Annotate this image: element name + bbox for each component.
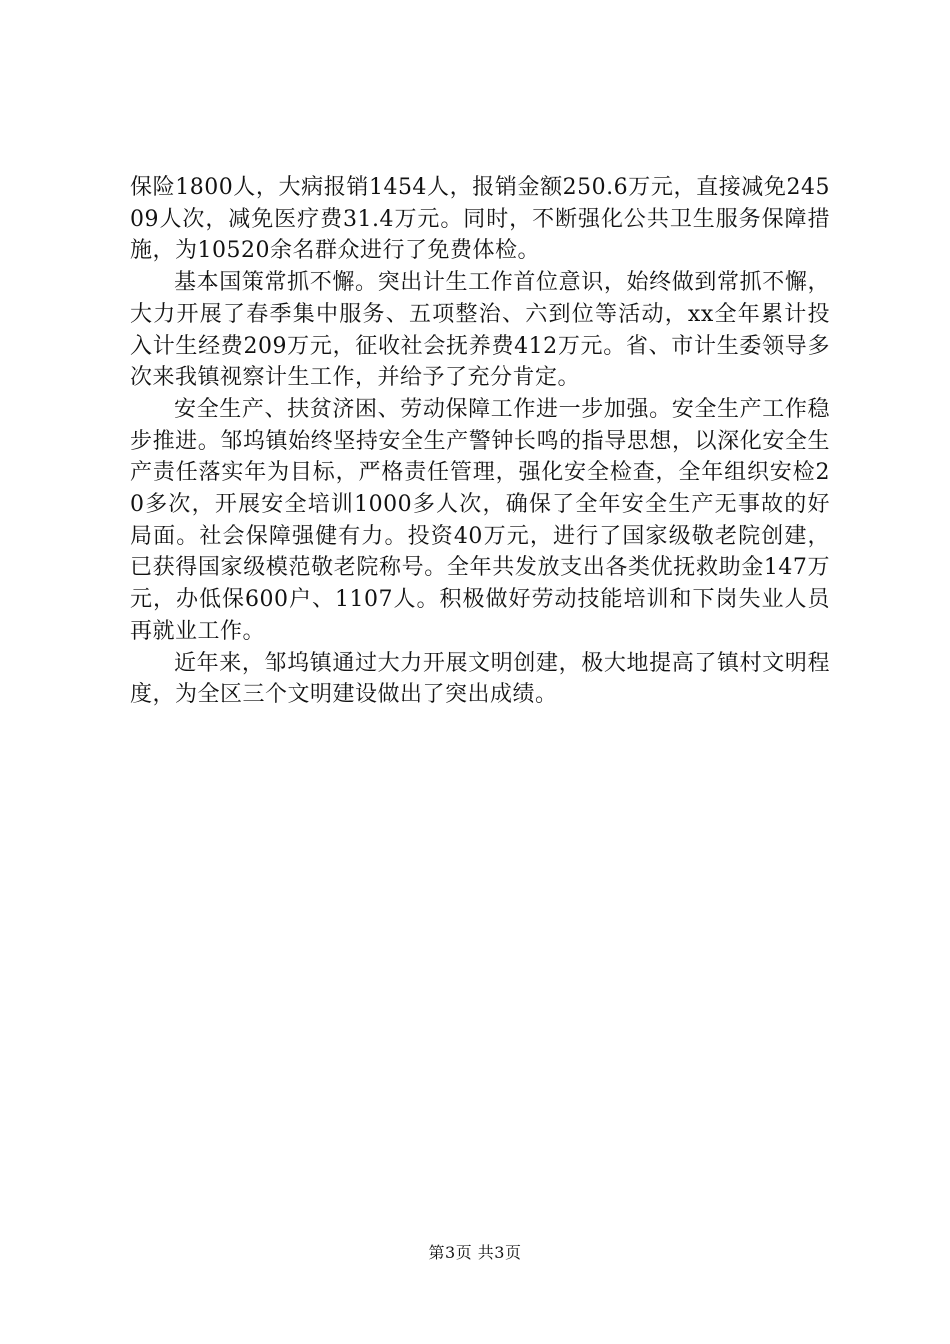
paragraph-safety-security: 安全生产、扶贫济困、劳动保障工作进一步加强。安全生产工作稳步推进。邹坞镇始终坚持安全生产警钟长鸣的指导思想，以深化安全生产责任落实年为目标，严格责任管理，强化安全检查，全年组织安检20多次，开展安全培训1000多人次，确保了全年安全生产无事故的好局面。社会保障强健有力。投资40万元，进行了国家级敬老院创建，已获得国家级模范敬老院称号。全年共发放支出各类优抚救助金147万元，办低保600户、1107人。积极做好劳动技能培训和下岗失业人员再就业工作。 bbox=[130, 396, 830, 644]
document-body bbox=[130, 172, 830, 711]
paragraph-family-planning: 基本国策常抓不懈。突出计生工作首位意识，始终做到常抓不懈，大力开展了春季集中服务、五项整治、六到位等活动，xx全年累计投入计生经费209万元，征收社会抚养费412万元。省、市计生委领导多次来我镇视察计生工作，并给予了充分肯定。 bbox=[130, 270, 830, 391]
paragraph-civilization: 近年来，邹坞镇通过大力开展文明创建，极大地提高了镇村文明程度，为全区三个文明建设做出了突出成绩。 bbox=[130, 650, 830, 708]
page-number-footer: 第3页 共3页 bbox=[428, 1243, 522, 1262]
paragraph-continuation: 保险1800人，大病报销1454人，报销金额250.6万元，直接减免24509人次，减免医疗费31.4万元。同时，不断强化公共卫生服务保障措施，为10520余名群众进行了免费体检。 bbox=[130, 175, 830, 264]
